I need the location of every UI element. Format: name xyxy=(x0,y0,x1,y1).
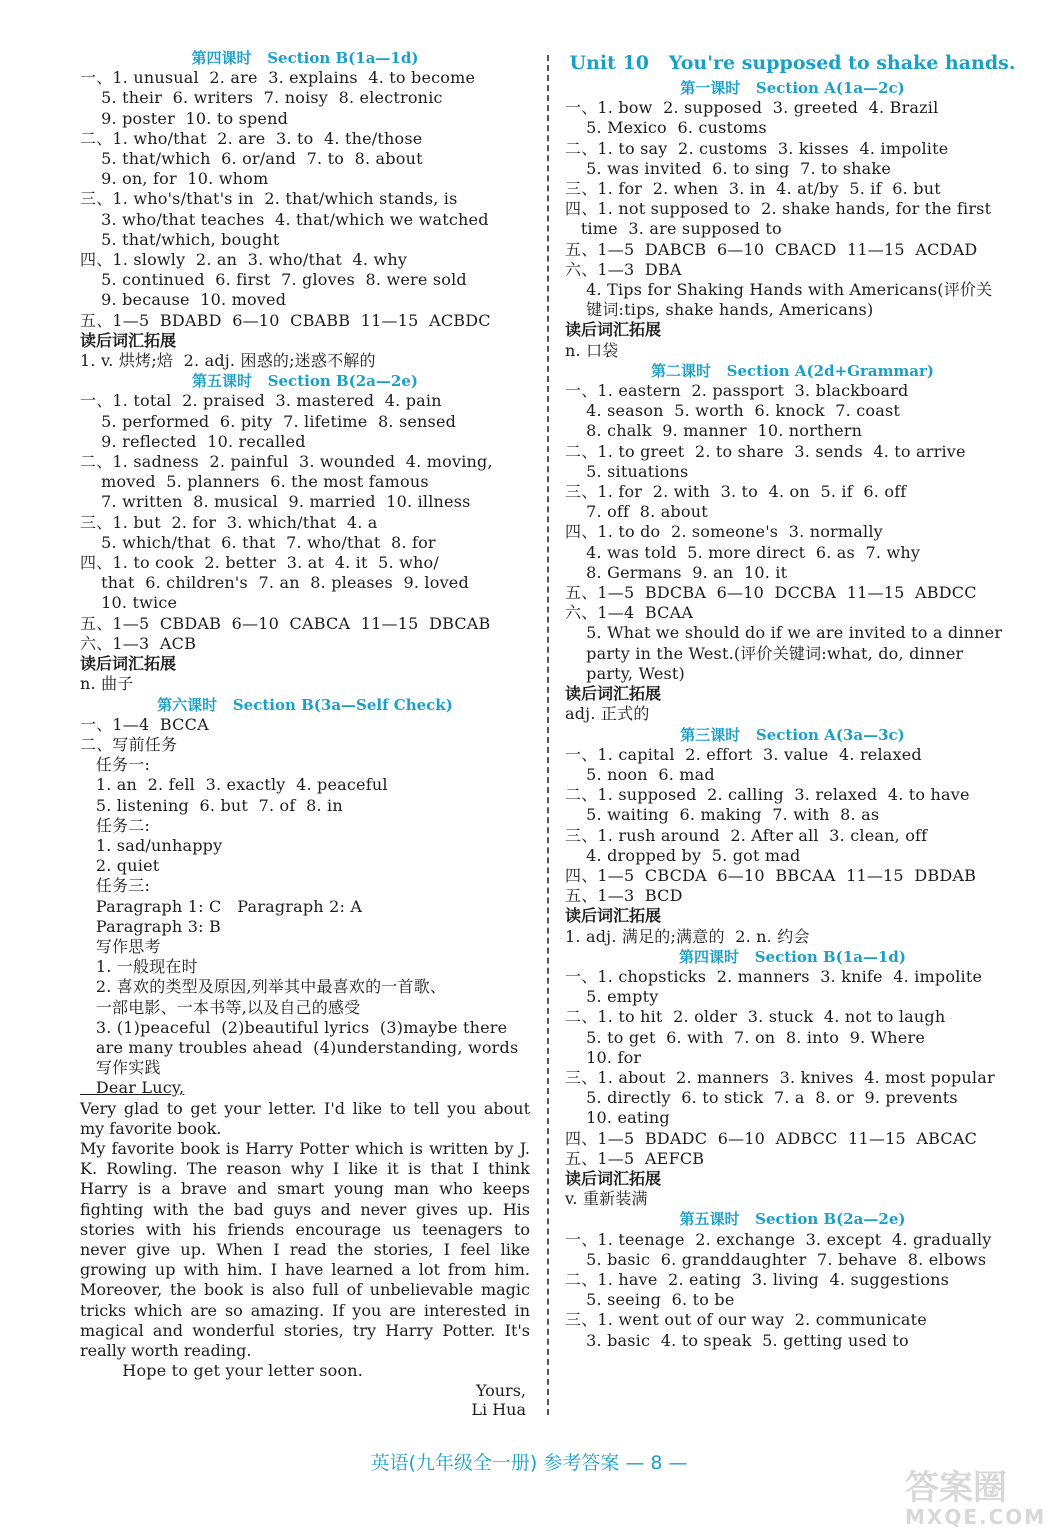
answer-line: 六、1—4 BCAA xyxy=(565,603,694,623)
section-heading: 第五课时 Section B(2a—2e) xyxy=(192,372,418,391)
vocab-extension-heading: 读后词汇拓展 xyxy=(80,330,177,350)
answer-line: 六、1—3 DBA xyxy=(565,259,682,279)
answer-line: 10. twice xyxy=(80,593,178,613)
answer-line: 10. eating xyxy=(565,1108,670,1128)
answer-line: 7. off 8. about xyxy=(565,502,708,522)
left-column xyxy=(80,48,530,1419)
answer-line: Paragraph 3: B xyxy=(80,916,221,936)
answer-line: 5. directly 6. to stick 7. a 8. or 9. prevents xyxy=(565,1088,958,1108)
answer-line: 一、1—4 BCCA xyxy=(80,714,209,734)
answer-line: 5. noon 6. mad xyxy=(565,764,715,784)
right-column xyxy=(565,48,1020,1351)
answer-line: 1. v. 烘烤;焙 2. adj. 困惑的;迷惑不解的 xyxy=(80,351,376,371)
essay-paragraph: My favorite book is Harry Potter which is written by J. K. Rowling. The reason why I like it is that I think Harry is a brave and smart young man who keeps fighting with the bad guys and never gives up. His stories with his friends encourage us teenagers to never give up. When I read the stories, I feel like growing up with him. I have learned a lot from him. Moreover, the book is also full of unbelievable magic tricks which are so amazing. If you are interested in magical and wonderful stories, try Harry Potter. It's really worth reading. xyxy=(80,1138,530,1360)
column-divider xyxy=(547,55,549,1415)
answer-line: 10. for xyxy=(565,1047,642,1067)
answer-line: 五、1—5 AEFCB xyxy=(565,1148,705,1168)
watermark-url: MXQE.COM xyxy=(905,1505,1047,1529)
answer-line: 1. 一般现在时 xyxy=(80,957,198,977)
answer-line: 5. listening 6. but 7. of 8. in xyxy=(80,795,343,815)
section-heading: 第四课时 Section B(1a—1d) xyxy=(679,947,906,966)
answer-line: 3. (1)peaceful (2)beautiful lyrics (3)maybe there xyxy=(80,1017,508,1037)
answer-line: 四、1. not supposed to 2. shake hands, for the first xyxy=(565,199,992,219)
answer-line: 三、1. for 2. with 3. to 4. on 5. if 6. off xyxy=(565,482,907,502)
answer-line: 5. waiting 6. making 7. with 8. as xyxy=(565,805,880,825)
answer-line: 4. was told 5. more direct 6. as 7. why xyxy=(565,542,921,562)
answer-line: 5. empty xyxy=(565,987,659,1007)
answer-line: 键词:tips, shake hands, Americans) xyxy=(565,300,874,320)
answer-line: 一部电影、一本书等,以及自己的感受 xyxy=(80,997,361,1017)
answer-line: 一、1. bow 2. supposed 3. greeted 4. Brazil xyxy=(565,98,939,118)
answer-line: Dear Lucy, xyxy=(80,1078,185,1098)
answer-line: 一、1. eastern 2. passport 3. blackboard xyxy=(565,381,909,401)
answer-line: 9. reflected 10. recalled xyxy=(80,431,306,451)
answer-line: 5. that/which 6. or/and 7. to 8. about xyxy=(80,149,423,169)
watermark-logo xyxy=(905,1470,1045,1530)
answer-line: party in the West.(评价关键词:what, do, dinner xyxy=(565,643,964,663)
essay-paragraph: Very glad to get your letter. I'd like to tell you about my favorite book. xyxy=(80,1098,530,1138)
unit-title: Unit 10 You're supposed to shake hands. xyxy=(569,52,1016,74)
section-heading: 第四课时 Section B(1a—1d) xyxy=(191,49,419,67)
answer-line: 5. performed 6. pity 7. lifetime 8. sensed xyxy=(80,411,457,431)
answer-line: moved 5. planners 6. the most famous xyxy=(80,472,429,492)
answer-line: 二、1. to say 2. customs 3. kisses 4. impolite xyxy=(565,138,949,158)
answer-line: 8. chalk 9. manner 10. northern xyxy=(565,421,863,441)
answer-line: 8. Germans 9. an 10. it xyxy=(565,562,788,582)
answer-line: n. 口袋 xyxy=(565,340,619,360)
vocab-extension-heading: 读后词汇拓展 xyxy=(80,654,177,674)
answer-line: 3. basic 4. to speak 5. getting used to xyxy=(565,1330,909,1350)
answer-line: 三、1. went out of our way 2. communicate xyxy=(565,1310,927,1330)
answer-line: 五、1—5 CBDAB 6—10 CABCA 11—15 DBCAB xyxy=(80,613,491,633)
answer-line: 5. basic 6. granddaughter 7. behave 8. elbows xyxy=(565,1249,987,1269)
answer-line: 任务二: xyxy=(80,815,151,835)
vocab-extension-heading: 读后词汇拓展 xyxy=(565,320,662,340)
answer-line: 5. was invited 6. to sing 7. to shake xyxy=(565,158,891,178)
answer-line: are many troubles ahead (4)understanding, words xyxy=(80,1037,519,1057)
answer-line: 4. dropped by 5. got mad xyxy=(565,845,801,865)
answer-line: 任务三: xyxy=(80,876,151,896)
answer-line: 7. written 8. musical 9. married 10. illness xyxy=(80,492,471,512)
answer-line: 三、1. for 2. when 3. in 4. at/by 5. if 6. but xyxy=(565,179,941,199)
answer-line: Hope to get your letter soon. xyxy=(80,1361,364,1381)
answer-line: 五、1—5 DABCB 6—10 CBACD 11—15 ACDAD xyxy=(565,239,978,259)
answer-line: 4. season 5. worth 6. knock 7. coast xyxy=(565,401,901,421)
answer-line: 5. What we should do if we are invited to a dinner xyxy=(565,623,1003,643)
answer-line: Paragraph 1: C Paragraph 2: A xyxy=(80,896,363,916)
answer-line: adj. 正式的 xyxy=(565,704,650,724)
answer-line: 二、1. to hit 2. older 3. stuck 4. not to laugh xyxy=(565,1007,946,1027)
page-footer: 英语(九年级全一册) 参考答案 — 8 — xyxy=(370,1452,688,1474)
answer-line: 写作思考 xyxy=(80,936,161,956)
answer-line: 5. that/which, bought xyxy=(80,229,280,249)
section-heading: 第六课时 Section B(3a—Self Check) xyxy=(157,695,453,714)
vocab-extension-heading: 读后词汇拓展 xyxy=(565,1168,662,1188)
section-heading: 第五课时 Section B(2a—2e) xyxy=(679,1210,906,1229)
answer-line: n. 曲子 xyxy=(80,674,134,694)
answer-line: 四、1. to cook 2. better 3. at 4. it 5. who/ xyxy=(80,553,439,573)
answer-line: 5. which/that 6. that 7. who/that 8. for xyxy=(80,532,436,552)
answer-line: 三、1. who's/that's in 2. that/which stands, is xyxy=(80,189,458,209)
answer-line: 三、1. rush around 2. After all 3. clean, off xyxy=(565,825,928,845)
answer-line: 一、1. chopsticks 2. manners 3. knife 4. impolite xyxy=(565,966,983,986)
answer-line: 3. who/that teaches 4. that/which we watched xyxy=(80,209,489,229)
answer-line: 5. Mexico 6. customs xyxy=(565,118,767,138)
answer-line: 任务一: xyxy=(80,755,151,775)
answer-line: 1. an 2. fell 3. exactly 4. peaceful xyxy=(80,775,388,795)
answer-line: 四、1—5 BDADC 6—10 ADBCC 11—15 ABCAC xyxy=(565,1128,978,1148)
section-heading: 第三课时 Section A(3a—3c) xyxy=(680,725,905,744)
letter-signoff: Li Hua xyxy=(471,1400,526,1420)
answer-line: 五、1—3 BCD xyxy=(565,886,683,906)
answer-line: 二、1. sadness 2. painful 3. wounded 4. moving, xyxy=(80,452,493,472)
answer-line: 1. sad/unhappy xyxy=(80,835,223,855)
answer-line: 一、1. total 2. praised 3. mastered 4. pain xyxy=(80,391,442,411)
answer-line: 二、1. have 2. eating 3. living 4. suggestions xyxy=(565,1269,950,1289)
answer-line: 一、1. teenage 2. exchange 3. except 4. gradually xyxy=(565,1229,992,1249)
section-heading: 第一课时 Section A(1a—2c) xyxy=(680,79,905,97)
answer-line: 5. to get 6. with 7. on 8. into 9. Where xyxy=(565,1027,925,1047)
answer-line: 2. 喜欢的类型及原因,列举其中最喜欢的一首歌、 xyxy=(80,977,447,997)
answer-line: 1. adj. 满足的;满意的 2. n. 约会 xyxy=(565,926,810,946)
answer-line: 9. poster 10. to spend xyxy=(80,108,289,128)
answer-line: 一、1. unusual 2. are 3. explains 4. to become xyxy=(80,68,476,88)
answer-line: party, West) xyxy=(565,663,685,683)
answer-line: time 3. are supposed to xyxy=(565,219,782,239)
answer-line: 五、1—5 BDABD 6—10 CBABB 11—15 ACBDC xyxy=(80,310,491,330)
answer-line: v. 重新装满 xyxy=(565,1189,648,1209)
answer-line: 5. their 6. writers 7. noisy 8. electronic xyxy=(80,88,443,108)
answer-line: 三、1. but 2. for 3. which/that 4. a xyxy=(80,512,378,532)
answer-line: 写作实践 xyxy=(80,1058,161,1078)
section-heading: 第二课时 Section A(2d+Grammar) xyxy=(650,361,935,380)
answer-line: 5. seeing 6. to be xyxy=(565,1290,735,1310)
vocab-extension-heading: 读后词汇拓展 xyxy=(565,684,662,704)
answer-line: 一、1. capital 2. effort 3. value 4. relaxed xyxy=(565,744,922,764)
answer-line: 四、1. to do 2. someone's 3. normally xyxy=(565,522,883,542)
answer-line: 5. situations xyxy=(565,461,689,481)
answer-line: 二、1. to greet 2. to share 3. sends 4. to arrive xyxy=(565,441,966,461)
answer-line: 9. on, for 10. whom xyxy=(80,169,269,189)
answer-line: 四、1—5 CBCDA 6—10 BBCAA 11—15 DBDAB xyxy=(565,865,977,885)
answer-line: 9. because 10. moved xyxy=(80,290,287,310)
letter-signoff: Yours, xyxy=(475,1381,526,1401)
vocab-extension-heading: 读后词汇拓展 xyxy=(565,906,662,926)
answer-line: 4. Tips for Shaking Hands with Americans(评价关 xyxy=(565,280,993,300)
answer-line: that 6. children's 7. an 8. pleases 9. loved xyxy=(80,573,469,593)
answer-line: 五、1—5 BDCBA 6—10 DCCBA 11—15 ABDCC xyxy=(565,583,977,603)
answer-line: 2. quiet xyxy=(80,856,160,876)
answer-line: 三、1. about 2. manners 3. knives 4. most popular xyxy=(565,1067,995,1087)
answer-line: 二、1. who/that 2. are 3. to 4. the/those xyxy=(80,128,423,148)
answer-line: 六、1—3 ACB xyxy=(80,633,197,653)
answer-line: 二、写前任务 xyxy=(80,734,178,754)
watermark-title: 答案圈 xyxy=(905,1468,1007,1508)
answer-line: 二、1. supposed 2. calling 3. relaxed 4. to have xyxy=(565,785,970,805)
answer-line: 5. continued 6. first 7. gloves 8. were sold xyxy=(80,270,467,290)
answer-line: 四、1. slowly 2. an 3. who/that 4. why xyxy=(80,250,408,270)
